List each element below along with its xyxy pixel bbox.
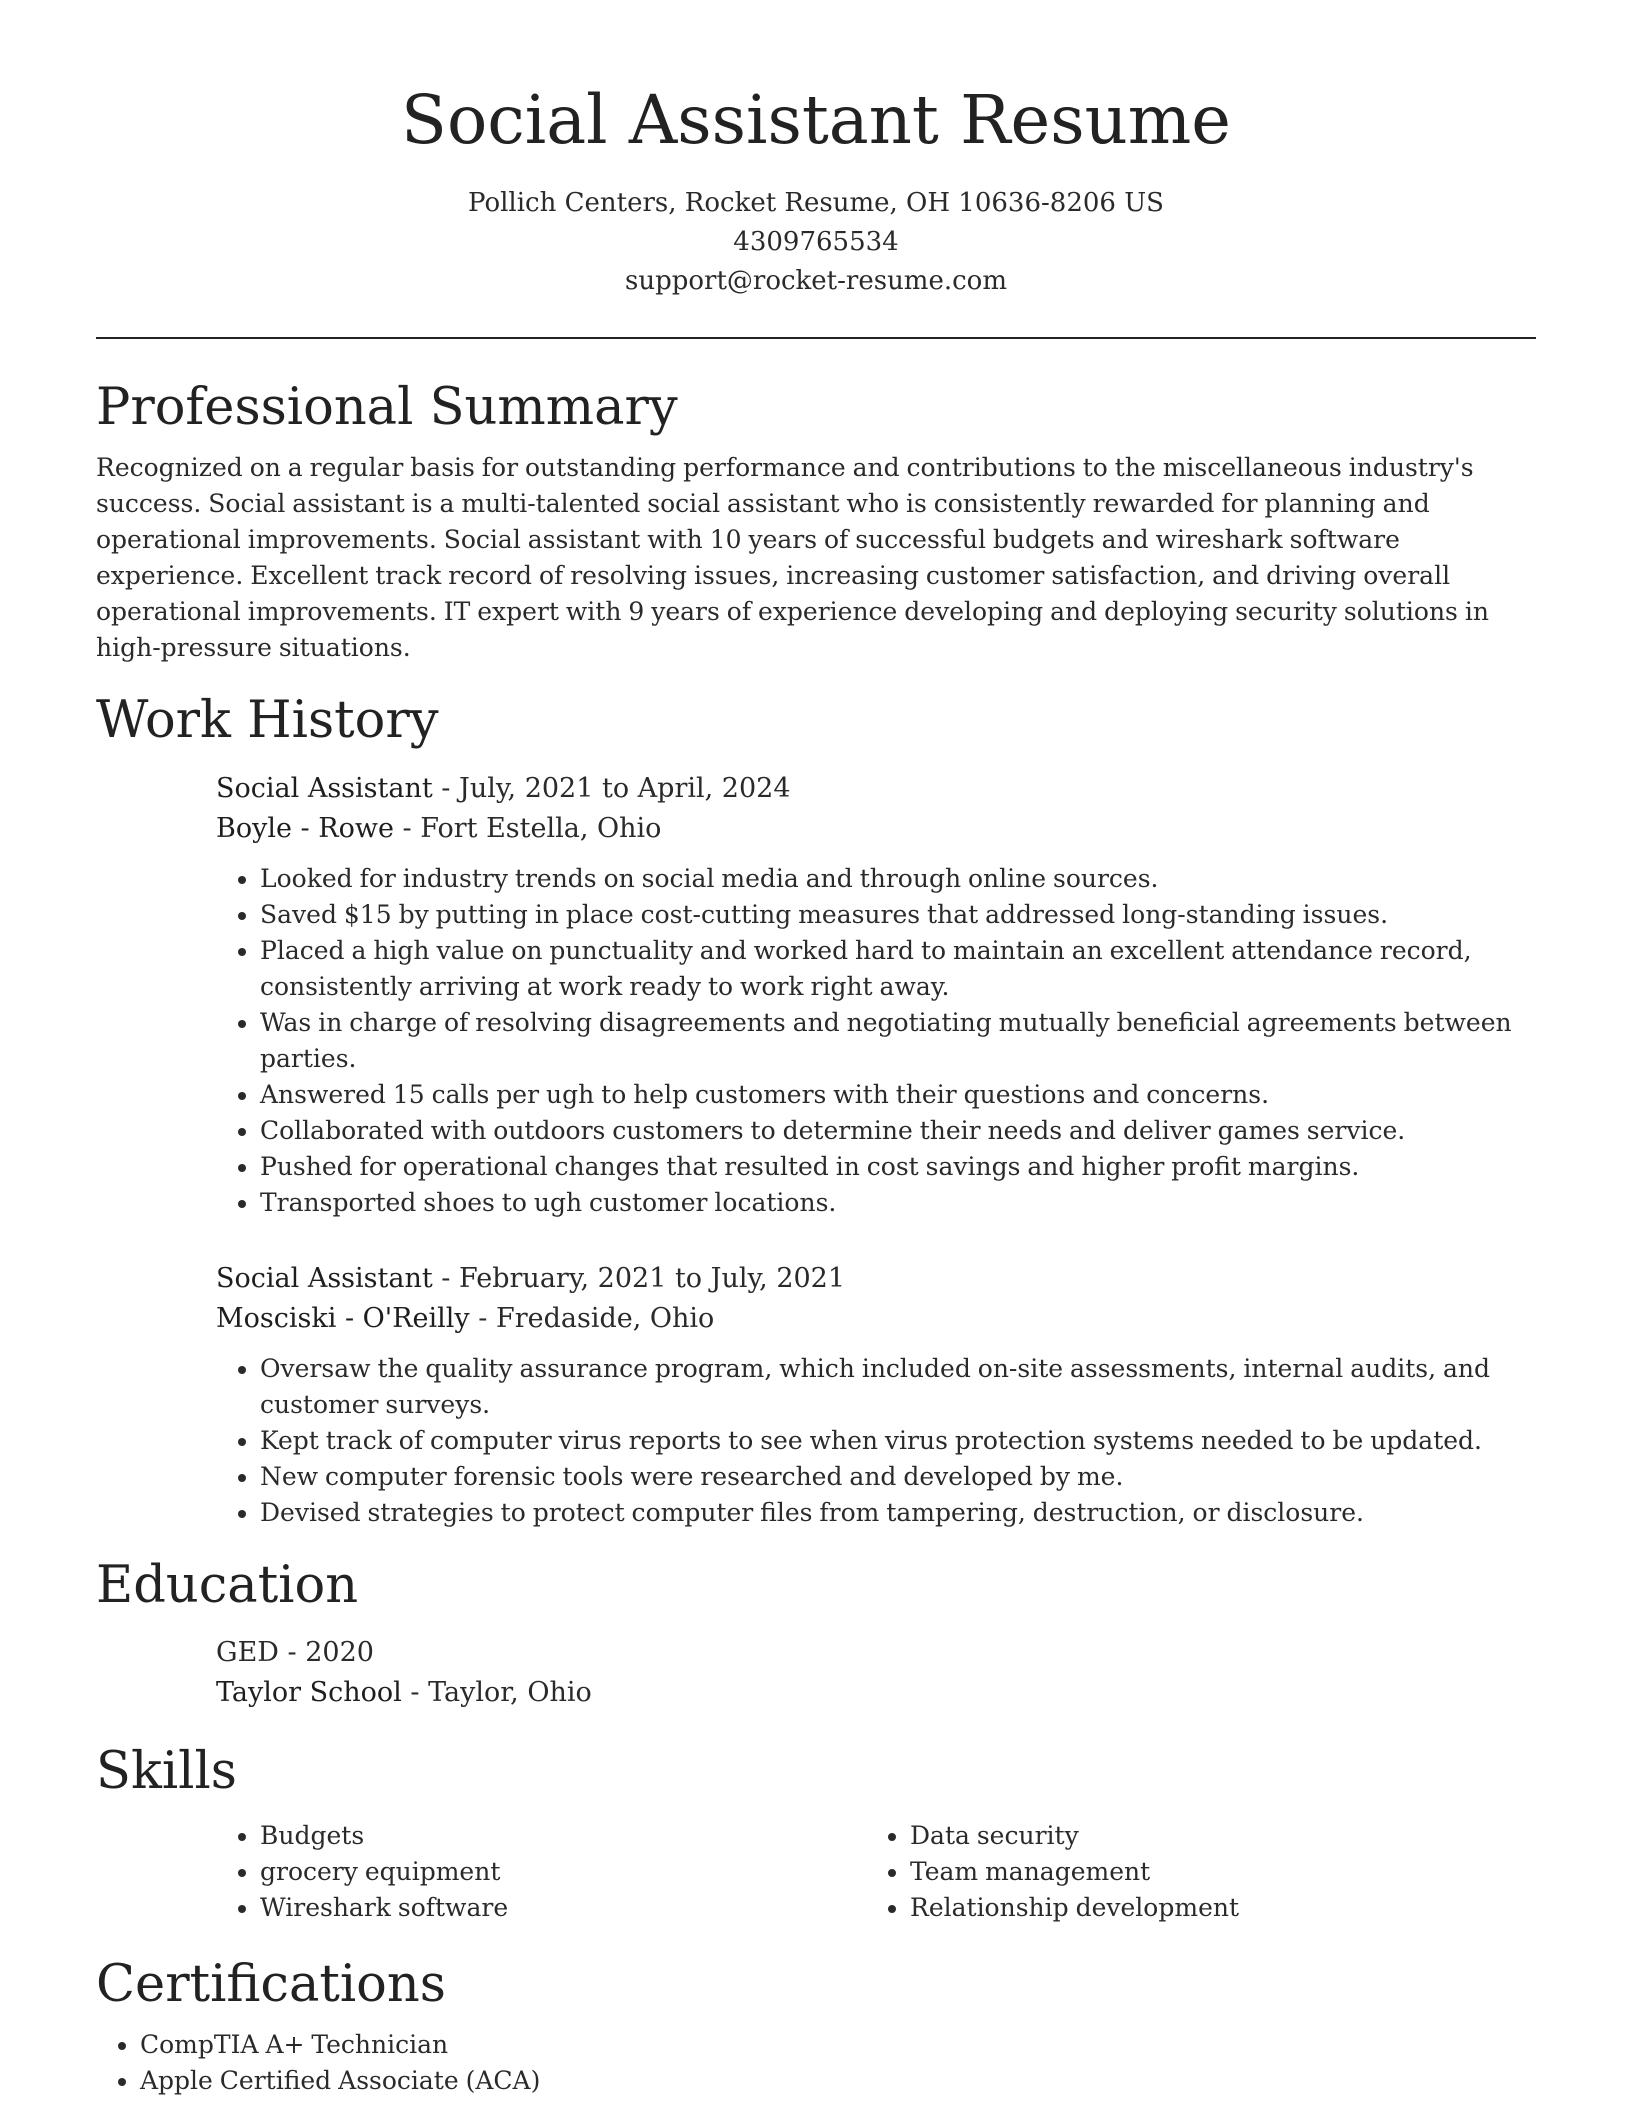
skills-column-left	[216, 1818, 866, 1926]
summary-heading: Professional Summary	[96, 378, 678, 438]
summary-section	[96, 379, 1536, 666]
education-section	[96, 1557, 1536, 1714]
job-duty: • Pushed for operational changes that resulted in cost savings and higher profit margins.	[260, 1149, 1536, 1185]
resume-page	[96, 0, 1536, 2099]
certification-item: • CompTIA A+ Technician	[140, 2027, 1536, 2063]
job-duties-list	[216, 1351, 1536, 1531]
contact-email: support@rocket-resume.com	[624, 266, 1007, 297]
job-duty: • Looked for industry trends on social media and through online sources.	[260, 861, 1536, 897]
skills-heading: Skills	[96, 1742, 237, 1802]
job-duty: • Placed a high value on punctuality and worked hard to maintain an excellent attendance record, consistently arriving at work ready to work right away.	[260, 933, 1536, 1005]
job-entry	[216, 1259, 1536, 1531]
contact-phone: 4309765534	[733, 227, 899, 258]
job-duty: • Transported shoes to ugh customer locations.	[260, 1185, 1536, 1221]
job-duty: • New computer forensic tools were researched and developed by me.	[260, 1459, 1536, 1495]
job-title: Social Assistant	[216, 1262, 433, 1294]
certifications-list	[96, 2027, 1536, 2099]
skills-grid	[216, 1818, 1536, 1926]
job-duty: • Kept track of computer virus reports to see when virus protection systems needed to be updated.	[260, 1423, 1536, 1459]
job-duty: • Was in charge of resolving disagreements and negotiating mutually beneficial agreements between parties.	[260, 1005, 1536, 1077]
skill-item: • Data security	[910, 1818, 1516, 1854]
skill-item: • Budgets	[260, 1818, 866, 1854]
job-employer: Mosciski - O'Reilly	[216, 1302, 470, 1334]
job-employer-line	[216, 1299, 1536, 1339]
job-employer-line	[216, 809, 1536, 849]
contact-address: Pollich Centers, Rocket Resume, OH 10636-8206 US	[468, 188, 1164, 219]
job-employer: Boyle - Rowe	[216, 812, 394, 844]
job-title: Social Assistant	[216, 772, 433, 804]
skill-item: • grocery equipment	[260, 1854, 866, 1890]
job-entry	[216, 769, 1536, 1221]
education-location: - Taylor, Ohio	[401, 1677, 592, 1709]
job-duty: • Devised strategies to protect computer files from tampering, destruction, or disclosure.	[260, 1495, 1536, 1531]
header-divider	[96, 337, 1536, 339]
skills-list	[216, 1818, 866, 1926]
job-location: - Fredaside, Ohio	[469, 1302, 715, 1334]
job-duty: • Answered 15 calls per ugh to help customers with their questions and concerns.	[260, 1077, 1536, 1113]
certifications-section	[96, 1956, 1536, 2099]
job-duty: • Oversaw the quality assurance program, which included on-site assessments, internal audits, and customer surveys.	[260, 1351, 1536, 1423]
skills-list	[866, 1818, 1516, 1926]
skill-item: • Wireshark software	[260, 1890, 866, 1926]
certifications-heading: Certifications	[96, 1954, 446, 2014]
education-school-line	[216, 1673, 1536, 1713]
education-school: Taylor School	[216, 1677, 402, 1709]
job-dates: - July, 2021 to April, 2024	[432, 772, 791, 804]
certification-item: • Apple Certified Associate (ACA)	[140, 2063, 1536, 2099]
resume-header	[96, 0, 1536, 301]
job-title-line	[216, 1259, 1536, 1299]
job-dates: - February, 2021 to July, 2021	[432, 1262, 846, 1294]
job-duties-list	[216, 861, 1536, 1221]
education-heading: Education	[96, 1555, 359, 1615]
job-duty: • Collaborated with outdoors customers to determine their needs and deliver games service.	[260, 1113, 1536, 1149]
skills-section	[96, 1743, 1536, 1926]
education-entry	[216, 1633, 1536, 1713]
work-history-section	[96, 692, 1536, 1531]
skill-item: • Team management	[910, 1854, 1516, 1890]
resume-title: Social Assistant Resume	[401, 81, 1231, 159]
job-location: - Fort Estella, Ohio	[393, 812, 662, 844]
skill-item: • Relationship development	[910, 1890, 1516, 1926]
job-duty: • Saved $15 by putting in place cost-cutting measures that addressed long-standing issues.	[260, 897, 1536, 933]
summary-text: Recognized on a regular basis for outstanding performance and contributions to the miscellaneous industry's success. Social assistant is a multi-talented social assistant who is consistently rewarded for planning and operational improvements. Social assistant with 10 years of successful budgets and wireshark software experience. Excellent track record of resolving issues, increasing customer satisfaction, and driving overall operational improvements. IT expert with 9 years of experience developing and deploying security solutions in high-pressure situations.	[96, 453, 1489, 663]
job-title-line	[216, 769, 1536, 809]
education-degree: GED - 2020	[216, 1637, 374, 1669]
work-history-heading: Work History	[96, 691, 439, 751]
skills-column-right	[866, 1818, 1516, 1926]
